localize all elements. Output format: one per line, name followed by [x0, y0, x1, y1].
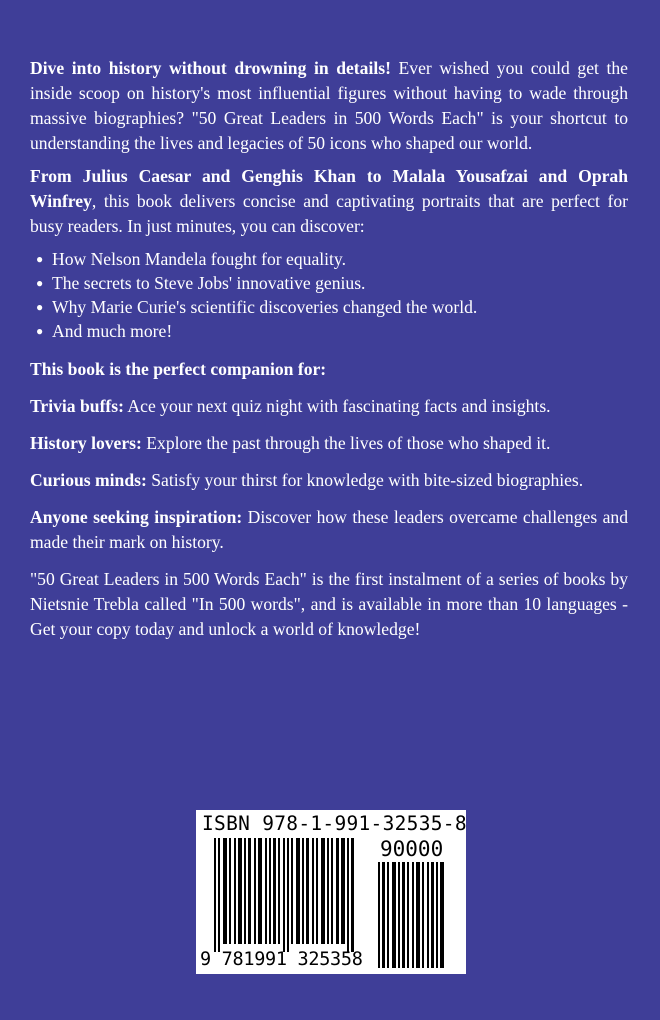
barcode-bar [248, 838, 251, 944]
barcode-bar [302, 838, 304, 944]
intro-body: Ever wished you could get the inside scoop on history's most influential figures without having to wade through massive biographies? "50 Great Leaders in 500 Words Each" is your shortcut to understanding the lives and legacies of 50 icons who shaped our world. [30, 58, 628, 153]
barcode-bar [229, 838, 231, 944]
barcode-bar [440, 862, 444, 968]
barcode-bar [238, 838, 242, 944]
audience-trivia [30, 394, 628, 419]
barcode-bar [407, 862, 409, 968]
intro-paragraph [30, 56, 628, 156]
barcode-bar [273, 838, 276, 944]
audience-text: Ace your next quiz night with fascinating facts and insights. [124, 396, 551, 416]
barcode-bar [341, 838, 345, 944]
audience-curious [30, 468, 628, 493]
list-item-text: Why Marie Curie's scientific discoveries changed the world. [52, 297, 478, 317]
barcode-bar [316, 838, 318, 944]
barcode-bar [378, 862, 380, 968]
barcode-bar [234, 838, 236, 944]
list-item [36, 271, 628, 295]
audience-inspiration [30, 505, 628, 555]
bullet-icon: ● [36, 324, 44, 338]
barcode-bar [392, 862, 396, 968]
bullet-icon: ● [36, 252, 44, 266]
list-item [36, 295, 628, 319]
barcode-bar [331, 838, 333, 944]
audience-label: Anyone seeking inspiration: [30, 507, 243, 527]
audience-history [30, 431, 628, 456]
barcode-bar [258, 838, 262, 944]
bullet-icon: ● [36, 276, 44, 290]
list-item-text: The secrets to Steve Jobs' innovative genius. [52, 273, 366, 293]
audience-text: Explore the past through the lives of those who shaped it. [141, 433, 551, 453]
list-item-text: How Nelson Mandela fought for equality. [52, 249, 346, 269]
audience-text: Discover how these leaders overcame challenges and made their mark on history. [30, 507, 628, 552]
examples-body: , this book delivers concise and captivating portraits that are perfect for busy readers. In just minutes, you can discover: [30, 191, 628, 236]
barcode-bar [214, 838, 216, 952]
examples-paragraph [30, 164, 628, 239]
isbn-label: ISBN 978-1-991-32535-8 [202, 812, 467, 835]
barcode-bar [336, 838, 339, 944]
barcode-bar [287, 838, 289, 952]
barcode-bar [402, 862, 405, 968]
companion-heading-text: This book is the perfect companion for: [30, 359, 327, 379]
audience-label: Curious minds: [30, 470, 147, 490]
barcode-bar [283, 838, 285, 952]
barcode-bar [269, 838, 271, 944]
barcode-bar [254, 838, 256, 944]
barcode-bar [296, 838, 300, 944]
barcode-bar [278, 838, 280, 944]
barcode-bar [387, 862, 389, 968]
addon-barcode-bars [378, 862, 458, 968]
bullet-icon: ● [36, 300, 44, 314]
barcode-bar [327, 838, 329, 944]
examples-names: From Julius Caesar and Genghis Khan to Malala Yousafzai and Oprah Winfrey [30, 166, 628, 211]
barcode-bar [223, 838, 227, 944]
list-item [36, 247, 628, 271]
barcode-bar [398, 862, 400, 968]
intro-hook: Dive into history without drowning in details! [30, 58, 391, 78]
barcode-bar [265, 838, 267, 944]
barcode-digits: 9 781991 325358 [200, 949, 363, 970]
barcode-bar [412, 862, 414, 968]
barcode-bar [218, 838, 220, 952]
barcode-bar [422, 862, 424, 968]
barcode-bar [382, 862, 385, 968]
audience-label: History lovers: [30, 433, 142, 453]
audience-text: Satisfy your thirst for knowledge with bite-sized biographies. [146, 470, 584, 490]
price-code: 90000 [380, 837, 444, 861]
barcode-bar [347, 838, 349, 952]
barcode-bar [291, 838, 293, 944]
barcode-bar [431, 862, 434, 968]
barcode-bar [351, 838, 354, 952]
barcode-bar [312, 838, 314, 944]
isbn-barcode [196, 810, 466, 974]
audience-label: Trivia buffs: [30, 396, 124, 416]
barcode-bar [416, 862, 420, 968]
barcode-bars [214, 838, 370, 952]
blurb-text [30, 56, 628, 650]
list-item [36, 319, 628, 343]
barcode-bar [244, 838, 246, 944]
list-item-text: And much more! [52, 321, 173, 341]
closing-paragraph: "50 Great Leaders in 500 Words Each" is the first instalment of a series of books by Nietsnie Trebla called "In 500 words", and is available in more than 10 languages - Get your copy today and unlock a world of knowledge! [30, 569, 628, 639]
barcode-bar [427, 862, 429, 968]
companion-heading [30, 357, 628, 382]
barcode-bar [436, 862, 438, 968]
barcode-bar [321, 838, 325, 944]
barcode-bar [306, 838, 309, 944]
discover-list [30, 247, 628, 343]
